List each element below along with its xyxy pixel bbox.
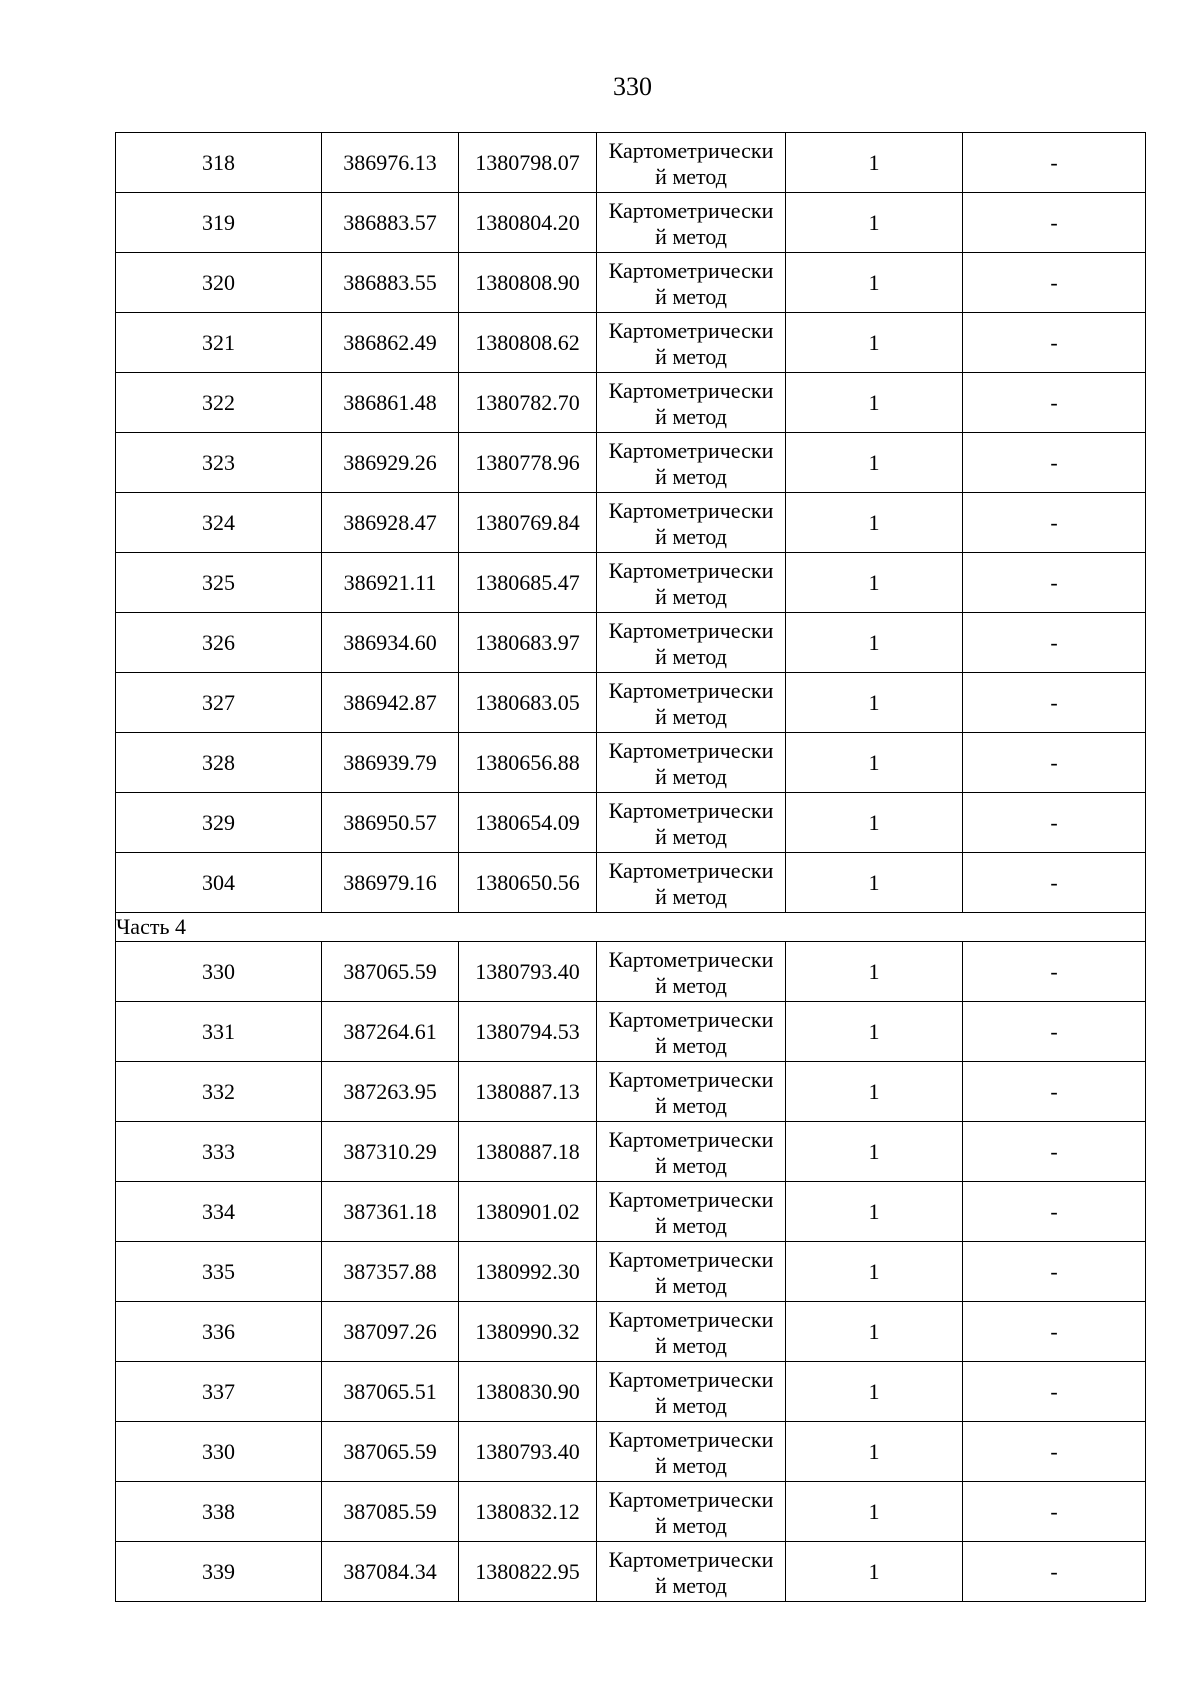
- method-line-2: й метод: [655, 1332, 727, 1358]
- x-coordinate-cell: 387065.59: [322, 942, 459, 1002]
- y-coordinate-cell: 1380656.88: [459, 733, 597, 793]
- accuracy-cell: 1: [786, 613, 963, 673]
- y-coordinate-cell: 1380793.40: [459, 1422, 597, 1482]
- y-coordinate-cell: 1380990.32: [459, 1302, 597, 1362]
- method-line-1: Картометрически: [608, 257, 774, 283]
- method-line-1: Картометрически: [608, 197, 774, 223]
- note-cell: -: [963, 1362, 1146, 1422]
- note-cell: -: [963, 1122, 1146, 1182]
- table-row: [116, 193, 1146, 253]
- note-cell: -: [963, 853, 1146, 913]
- method-line-2: й метод: [655, 1032, 727, 1058]
- method-line-1: Картометрически: [608, 857, 774, 883]
- point-number-cell: 328: [116, 733, 322, 793]
- table-row: [116, 1122, 1146, 1182]
- method-cell: [597, 1422, 786, 1482]
- table-row: [116, 793, 1146, 853]
- accuracy-cell: 1: [786, 1182, 963, 1242]
- method-line-2: й метод: [655, 343, 727, 369]
- method-line-1: Картометрически: [608, 1546, 774, 1572]
- point-number-cell: 331: [116, 1002, 322, 1062]
- accuracy-cell: 1: [786, 253, 963, 313]
- coordinates-table: [115, 132, 1146, 1602]
- table-row: [116, 853, 1146, 913]
- method-line-1: Картометрически: [608, 437, 774, 463]
- table-row: [116, 133, 1146, 193]
- method-line-2: й метод: [655, 163, 727, 189]
- point-number-cell: 337: [116, 1362, 322, 1422]
- method-cell: [597, 1302, 786, 1362]
- x-coordinate-cell: 387357.88: [322, 1242, 459, 1302]
- method-line-2: й метод: [655, 1212, 727, 1238]
- method-cell: [597, 253, 786, 313]
- method-line-2: й метод: [655, 1092, 727, 1118]
- method-cell: [597, 1362, 786, 1422]
- note-cell: -: [963, 373, 1146, 433]
- point-number-cell: 330: [116, 942, 322, 1002]
- table-row: [116, 733, 1146, 793]
- point-number-cell: 304: [116, 853, 322, 913]
- point-number-cell: 330: [116, 1422, 322, 1482]
- method-cell: [597, 133, 786, 193]
- x-coordinate-cell: 387084.34: [322, 1542, 459, 1602]
- x-coordinate-cell: 386883.55: [322, 253, 459, 313]
- point-number-cell: 327: [116, 673, 322, 733]
- table-row: [116, 1002, 1146, 1062]
- method-line-2: й метод: [655, 283, 727, 309]
- table-row: [116, 253, 1146, 313]
- y-coordinate-cell: 1380804.20: [459, 193, 597, 253]
- method-cell: [597, 373, 786, 433]
- table-row: [116, 1062, 1146, 1122]
- accuracy-cell: 1: [786, 1422, 963, 1482]
- x-coordinate-cell: 386921.11: [322, 553, 459, 613]
- method-line-1: Картометрически: [608, 317, 774, 343]
- note-cell: -: [963, 133, 1146, 193]
- x-coordinate-cell: 386928.47: [322, 493, 459, 553]
- accuracy-cell: 1: [786, 853, 963, 913]
- point-number-cell: 329: [116, 793, 322, 853]
- note-cell: -: [963, 1482, 1146, 1542]
- method-line-1: Картометрически: [608, 1126, 774, 1152]
- table-row: [116, 1542, 1146, 1602]
- y-coordinate-cell: 1380654.09: [459, 793, 597, 853]
- point-number-cell: 321: [116, 313, 322, 373]
- method-line-2: й метод: [655, 823, 727, 849]
- point-number-cell: 323: [116, 433, 322, 493]
- y-coordinate-cell: 1380778.96: [459, 433, 597, 493]
- note-cell: -: [963, 1302, 1146, 1362]
- x-coordinate-cell: 386883.57: [322, 193, 459, 253]
- x-coordinate-cell: 386979.16: [322, 853, 459, 913]
- method-line-2: й метод: [655, 1572, 727, 1598]
- point-number-cell: 322: [116, 373, 322, 433]
- table-row: [116, 493, 1146, 553]
- coordinates-table-body: [116, 133, 1146, 1602]
- table-row: [116, 1362, 1146, 1422]
- note-cell: -: [963, 253, 1146, 313]
- point-number-cell: 318: [116, 133, 322, 193]
- method-cell: [597, 793, 786, 853]
- method-line-2: й метод: [655, 583, 727, 609]
- note-cell: -: [963, 1062, 1146, 1122]
- section-heading: Часть 4: [116, 913, 1146, 942]
- x-coordinate-cell: 387310.29: [322, 1122, 459, 1182]
- method-line-1: Картометрически: [608, 1186, 774, 1212]
- note-cell: -: [963, 1182, 1146, 1242]
- accuracy-cell: 1: [786, 1002, 963, 1062]
- table-row: [116, 433, 1146, 493]
- note-cell: -: [963, 1242, 1146, 1302]
- method-line-1: Картометрически: [608, 377, 774, 403]
- method-line-2: й метод: [655, 972, 727, 998]
- x-coordinate-cell: 386861.48: [322, 373, 459, 433]
- method-line-1: Картометрически: [608, 557, 774, 583]
- method-cell: [597, 942, 786, 1002]
- method-line-2: й метод: [655, 223, 727, 249]
- method-cell: [597, 613, 786, 673]
- y-coordinate-cell: 1380832.12: [459, 1482, 597, 1542]
- method-line-2: й метод: [655, 1152, 727, 1178]
- note-cell: -: [963, 613, 1146, 673]
- y-coordinate-cell: 1380808.90: [459, 253, 597, 313]
- method-line-1: Картометрически: [608, 946, 774, 972]
- point-number-cell: 336: [116, 1302, 322, 1362]
- method-cell: [597, 1182, 786, 1242]
- point-number-cell: 326: [116, 613, 322, 673]
- method-line-1: Картометрически: [608, 497, 774, 523]
- table-row: [116, 613, 1146, 673]
- page-number: 330: [613, 72, 652, 101]
- table-row: [116, 1482, 1146, 1542]
- table-row: [116, 1302, 1146, 1362]
- table-row: [116, 673, 1146, 733]
- table-row: [116, 373, 1146, 433]
- x-coordinate-cell: 387361.18: [322, 1182, 459, 1242]
- method-line-2: й метод: [655, 1272, 727, 1298]
- accuracy-cell: 1: [786, 1302, 963, 1362]
- method-line-1: Картометрически: [608, 737, 774, 763]
- accuracy-cell: 1: [786, 493, 963, 553]
- method-line-1: Картометрически: [608, 1246, 774, 1272]
- y-coordinate-cell: 1380769.84: [459, 493, 597, 553]
- note-cell: -: [963, 1002, 1146, 1062]
- point-number-cell: 332: [116, 1062, 322, 1122]
- accuracy-cell: 1: [786, 433, 963, 493]
- accuracy-cell: 1: [786, 942, 963, 1002]
- note-cell: -: [963, 493, 1146, 553]
- x-coordinate-cell: 386862.49: [322, 313, 459, 373]
- accuracy-cell: 1: [786, 793, 963, 853]
- method-cell: [597, 1482, 786, 1542]
- accuracy-cell: 1: [786, 1122, 963, 1182]
- table-row: [116, 942, 1146, 1002]
- accuracy-cell: 1: [786, 193, 963, 253]
- note-cell: -: [963, 673, 1146, 733]
- x-coordinate-cell: 386934.60: [322, 613, 459, 673]
- point-number-cell: 324: [116, 493, 322, 553]
- accuracy-cell: 1: [786, 313, 963, 373]
- y-coordinate-cell: 1380798.07: [459, 133, 597, 193]
- accuracy-cell: 1: [786, 373, 963, 433]
- y-coordinate-cell: 1380887.13: [459, 1062, 597, 1122]
- method-line-1: Картометрически: [608, 617, 774, 643]
- table-row: [116, 553, 1146, 613]
- method-cell: [597, 1242, 786, 1302]
- point-number-cell: 320: [116, 253, 322, 313]
- point-number-cell: 339: [116, 1542, 322, 1602]
- method-cell: [597, 733, 786, 793]
- method-cell: [597, 853, 786, 913]
- method-cell: [597, 493, 786, 553]
- accuracy-cell: 1: [786, 1542, 963, 1602]
- method-line-2: й метод: [655, 643, 727, 669]
- accuracy-cell: 1: [786, 1242, 963, 1302]
- y-coordinate-cell: 1380685.47: [459, 553, 597, 613]
- point-number-cell: 333: [116, 1122, 322, 1182]
- method-line-2: й метод: [655, 703, 727, 729]
- method-line-2: й метод: [655, 1512, 727, 1538]
- note-cell: -: [963, 942, 1146, 1002]
- note-cell: -: [963, 193, 1146, 253]
- x-coordinate-cell: 386939.79: [322, 733, 459, 793]
- y-coordinate-cell: 1380650.56: [459, 853, 597, 913]
- table-row: [116, 1182, 1146, 1242]
- method-line-1: Картометрически: [608, 1306, 774, 1332]
- accuracy-cell: 1: [786, 673, 963, 733]
- method-cell: [597, 1542, 786, 1602]
- point-number-cell: 335: [116, 1242, 322, 1302]
- y-coordinate-cell: 1380793.40: [459, 942, 597, 1002]
- accuracy-cell: 1: [786, 1062, 963, 1122]
- x-coordinate-cell: 387065.51: [322, 1362, 459, 1422]
- x-coordinate-cell: 387097.26: [322, 1302, 459, 1362]
- table-row: [116, 1242, 1146, 1302]
- method-line-2: й метод: [655, 463, 727, 489]
- method-line-1: Картометрически: [608, 137, 774, 163]
- method-cell: [597, 1062, 786, 1122]
- method-cell: [597, 1002, 786, 1062]
- accuracy-cell: 1: [786, 133, 963, 193]
- note-cell: -: [963, 733, 1146, 793]
- method-cell: [597, 313, 786, 373]
- accuracy-cell: 1: [786, 733, 963, 793]
- method-cell: [597, 553, 786, 613]
- method-line-1: Картометрически: [608, 1486, 774, 1512]
- method-cell: [597, 1122, 786, 1182]
- x-coordinate-cell: 386942.87: [322, 673, 459, 733]
- table-row: [116, 1422, 1146, 1482]
- x-coordinate-cell: 387264.61: [322, 1002, 459, 1062]
- method-cell: [597, 433, 786, 493]
- y-coordinate-cell: 1380822.95: [459, 1542, 597, 1602]
- method-cell: [597, 193, 786, 253]
- y-coordinate-cell: 1380683.97: [459, 613, 597, 673]
- table-row: [116, 313, 1146, 373]
- x-coordinate-cell: 387263.95: [322, 1062, 459, 1122]
- method-line-1: Картометрически: [608, 1366, 774, 1392]
- method-line-1: Картометрически: [608, 797, 774, 823]
- note-cell: -: [963, 793, 1146, 853]
- accuracy-cell: 1: [786, 553, 963, 613]
- note-cell: -: [963, 313, 1146, 373]
- method-line-2: й метод: [655, 1452, 727, 1478]
- note-cell: -: [963, 433, 1146, 493]
- method-line-2: й метод: [655, 523, 727, 549]
- method-line-2: й метод: [655, 1392, 727, 1418]
- method-line-1: Картометрически: [608, 1426, 774, 1452]
- y-coordinate-cell: 1380794.53: [459, 1002, 597, 1062]
- x-coordinate-cell: 387065.59: [322, 1422, 459, 1482]
- y-coordinate-cell: 1380887.18: [459, 1122, 597, 1182]
- method-line-2: й метод: [655, 403, 727, 429]
- x-coordinate-cell: 386950.57: [322, 793, 459, 853]
- accuracy-cell: 1: [786, 1362, 963, 1422]
- method-line-1: Картометрически: [608, 677, 774, 703]
- x-coordinate-cell: 386976.13: [322, 133, 459, 193]
- x-coordinate-cell: 387085.59: [322, 1482, 459, 1542]
- note-cell: -: [963, 553, 1146, 613]
- note-cell: -: [963, 1542, 1146, 1602]
- x-coordinate-cell: 386929.26: [322, 433, 459, 493]
- y-coordinate-cell: 1380992.30: [459, 1242, 597, 1302]
- point-number-cell: 319: [116, 193, 322, 253]
- point-number-cell: 334: [116, 1182, 322, 1242]
- y-coordinate-cell: 1380830.90: [459, 1362, 597, 1422]
- y-coordinate-cell: 1380782.70: [459, 373, 597, 433]
- accuracy-cell: 1: [786, 1482, 963, 1542]
- section-heading-row: [116, 913, 1146, 942]
- method-line-2: й метод: [655, 763, 727, 789]
- method-cell: [597, 673, 786, 733]
- method-line-2: й метод: [655, 883, 727, 909]
- point-number-cell: 338: [116, 1482, 322, 1542]
- method-line-1: Картометрически: [608, 1006, 774, 1032]
- point-number-cell: 325: [116, 553, 322, 613]
- y-coordinate-cell: 1380901.02: [459, 1182, 597, 1242]
- method-line-1: Картометрически: [608, 1066, 774, 1092]
- y-coordinate-cell: 1380808.62: [459, 313, 597, 373]
- y-coordinate-cell: 1380683.05: [459, 673, 597, 733]
- note-cell: -: [963, 1422, 1146, 1482]
